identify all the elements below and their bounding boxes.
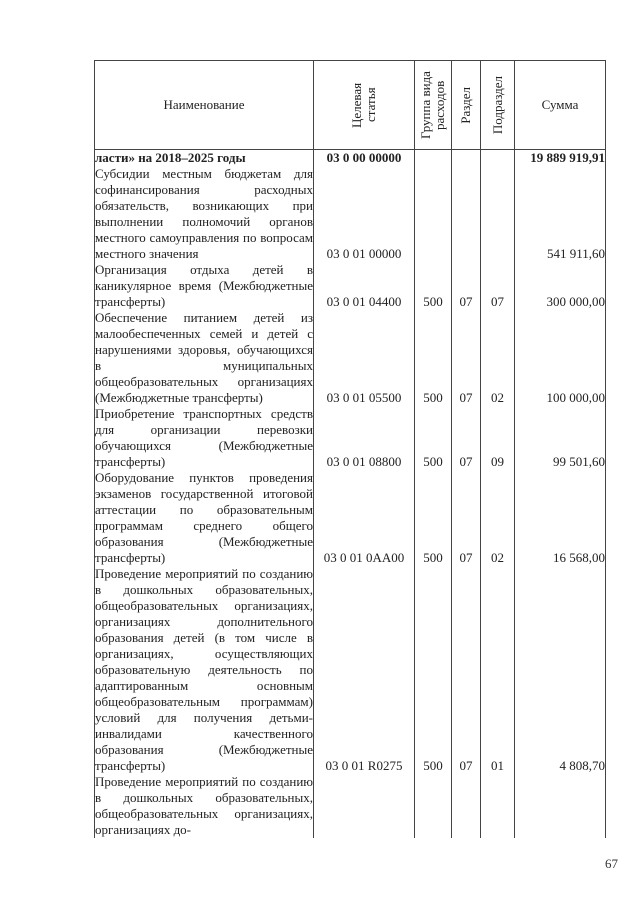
table-row — [95, 406, 606, 470]
row-name: Организация отдыха детей в каникулярное время (Межбюджетные трансферты) — [95, 262, 313, 309]
row-subsection: 07 — [481, 262, 515, 310]
row-section: 07 — [452, 566, 481, 774]
row-subsection: 02 — [481, 310, 515, 406]
row-group: 500 — [415, 566, 452, 774]
table-row — [95, 262, 606, 310]
row-group — [415, 166, 452, 262]
table-row — [95, 566, 606, 774]
row-group: 500 — [415, 310, 452, 406]
header-sum: Сумма — [515, 61, 606, 150]
row-group — [415, 150, 452, 167]
header-group: Группа вида расходов — [418, 71, 447, 139]
row-section — [452, 166, 481, 262]
row-name: Субсидии местным бюджетам для софинансирования расходных обязательств, возникающих при выполнении полномочий органов местного самоуправления по вопросам местного значения — [95, 166, 313, 261]
row-subsection — [481, 166, 515, 262]
row-sum: 4 808,70 — [515, 566, 606, 774]
row-sum: 16 568,00 — [515, 470, 606, 566]
row-code: 03 0 01 0AA00 — [314, 470, 415, 566]
header-section-cell — [452, 61, 481, 150]
row-sum: 100 000,00 — [515, 310, 606, 406]
row-subsection — [481, 150, 515, 167]
row-subsection: 01 — [481, 566, 515, 774]
row-code: 03 0 01 08800 — [314, 406, 415, 470]
header-group-cell — [415, 61, 452, 150]
row-section — [452, 774, 481, 838]
table-row — [95, 310, 606, 406]
header-section: Раздел — [458, 86, 473, 124]
table-row — [95, 150, 606, 167]
row-name: Приобретение транспортных средств для организации перевозки обучающихся (Межбюджетные трансферты) — [95, 406, 313, 469]
row-subsection: 02 — [481, 470, 515, 566]
row-sum: 19 889 919,91 — [515, 150, 606, 167]
row-code: 03 0 00 00000 — [314, 150, 415, 167]
row-subsection: 09 — [481, 406, 515, 470]
table-row — [95, 166, 606, 262]
table-row — [95, 470, 606, 566]
row-section: 07 — [452, 406, 481, 470]
table-row — [95, 774, 606, 838]
header-subsection: Подраздел — [489, 75, 505, 135]
row-group — [415, 774, 452, 838]
row-group: 500 — [415, 406, 452, 470]
page-number: 67 — [605, 856, 618, 871]
table-header-row — [95, 61, 606, 150]
header-code: Целевая статья — [349, 82, 378, 128]
row-group: 500 — [415, 262, 452, 310]
row-name: Обеспечение питанием детей из малообеспеченных семей и детей с нарушениями здоровья, обучающихся в муниципальных общеобразовательных организациях (Межбюджетные трансферты) — [95, 310, 313, 405]
header-name: Наименование — [95, 61, 314, 150]
row-subsection — [481, 774, 515, 838]
row-sum: 541 911,60 — [515, 166, 606, 262]
row-name: Оборудование пунктов проведения экзаменов государственной итоговой аттестации по образовательным программам среднего общего образования (Межбюджетные трансферты) — [95, 470, 313, 565]
budget-table — [94, 60, 606, 838]
header-subsection-cell — [481, 61, 515, 150]
row-sum: 99 501,60 — [515, 406, 606, 470]
row-name: Проведение мероприятий по созданию в дошкольных образовательных, общеобразовательных организациях, организациях до- — [95, 774, 313, 837]
row-sum: 300 000,00 — [515, 262, 606, 310]
row-code: 03 0 01 00000 — [314, 166, 415, 262]
row-code: 03 0 01 R0275 — [314, 566, 415, 774]
row-section: 07 — [452, 262, 481, 310]
row-section: 07 — [452, 470, 481, 566]
row-section — [452, 150, 481, 167]
row-code — [314, 774, 415, 838]
row-code: 03 0 01 05500 — [314, 310, 415, 406]
header-code-cell — [314, 61, 415, 150]
row-code: 03 0 01 04400 — [314, 262, 415, 310]
row-section: 07 — [452, 310, 481, 406]
row-sum — [515, 774, 606, 838]
row-name: ласти» на 2018–2025 годы — [95, 150, 314, 167]
row-group: 500 — [415, 470, 452, 566]
row-name: Проведение мероприятий по созданию в дошкольных образовательных, общеобразовательных организациях, организациях дополнительного образования детей (в том числе в организациях, осуществляющих образовательную деятельность по адаптированным основным общеобразовательным программам) условий для получения детьми-инвалидами качественного образования (Межбюджетные трансферты) — [95, 566, 313, 773]
